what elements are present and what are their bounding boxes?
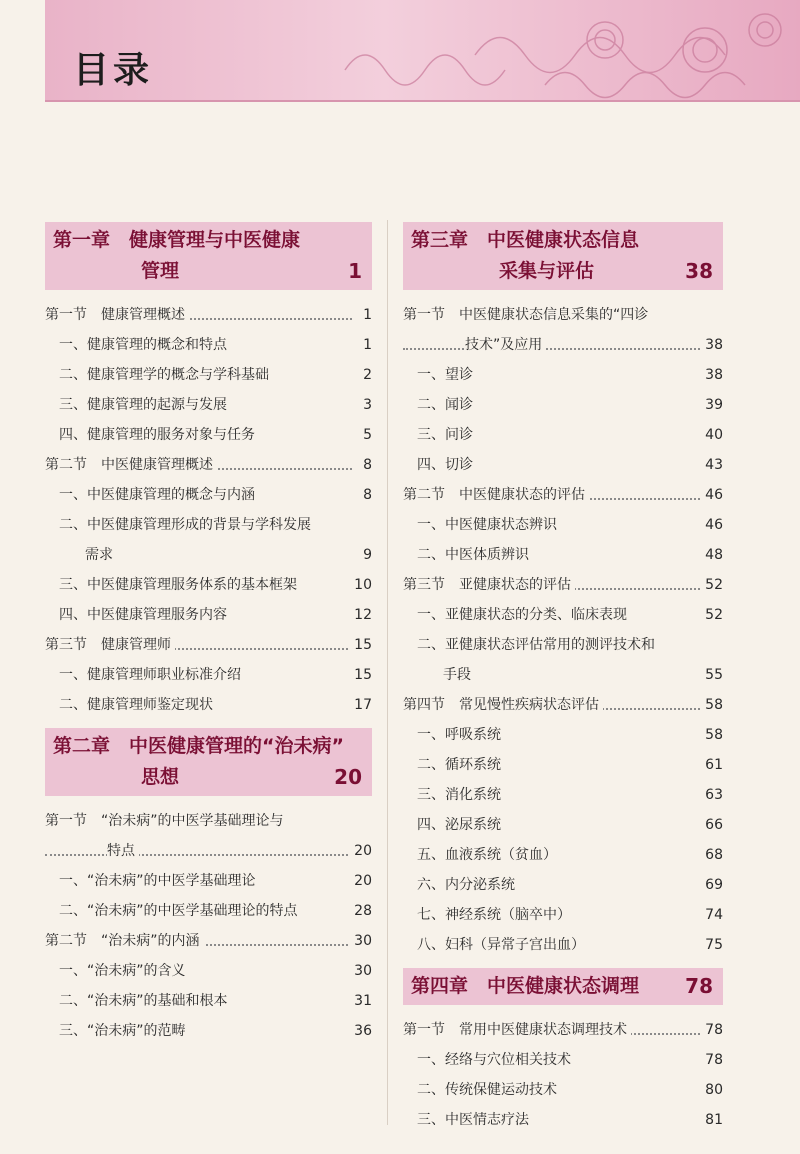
chapter-page: 78 bbox=[685, 974, 713, 998]
toc-item[interactable]: 三、“治未病”的范畴 36 bbox=[45, 1016, 372, 1046]
toc-section[interactable]: 第一节 常用中医健康状态调理技术 78 bbox=[403, 1015, 723, 1045]
toc-section-continuation[interactable]: 特点 20 bbox=[45, 836, 372, 866]
chapter-label: 第三章 bbox=[411, 229, 469, 251]
toc-section[interactable]: 第二节 中医健康管理概述 8 bbox=[45, 450, 372, 480]
chapter-title: 中医健康管理的“治未病” bbox=[129, 735, 345, 757]
toc-item[interactable]: 二、中医体质辨识 48 bbox=[403, 540, 723, 570]
chapter-title-line2: 思想 bbox=[141, 766, 180, 788]
toc-item[interactable]: 二、“治未病”的基础和根本 31 bbox=[45, 986, 372, 1016]
toc-item[interactable]: 二、健康管理师鉴定现状 17 bbox=[45, 690, 372, 720]
chapter-label: 第一章 bbox=[53, 229, 111, 251]
toc-item[interactable]: 一、中医健康管理的概念与内涵 8 bbox=[45, 480, 372, 510]
chapter-page: 20 bbox=[334, 765, 362, 789]
toc-item[interactable]: 一、亚健康状态的分类、临床表现 52 bbox=[403, 600, 723, 630]
chapter-page: 1 bbox=[348, 259, 362, 283]
toc-item[interactable]: 三、中医情志疗法 81 bbox=[403, 1105, 723, 1135]
chapter-3-heading[interactable] bbox=[403, 222, 723, 290]
chapter-title-line2: 管理 bbox=[141, 260, 180, 282]
toc-right-column bbox=[403, 222, 723, 1135]
toc-item[interactable]: 二、闻诊 39 bbox=[403, 390, 723, 420]
toc-item[interactable]: 二、亚健康状态评估常用的测评技术和 bbox=[403, 630, 723, 660]
header-banner bbox=[45, 0, 800, 102]
toc-section[interactable]: 第一节 健康管理概述 1 bbox=[45, 300, 372, 330]
toc-item[interactable]: 一、呼吸系统 58 bbox=[403, 720, 723, 750]
toc-item[interactable]: 三、中医健康管理服务体系的基本框架 10 bbox=[45, 570, 372, 600]
wave-pattern-decoration bbox=[45, 0, 800, 100]
toc-section[interactable]: 第三节 健康管理师 15 bbox=[45, 630, 372, 660]
toc-item[interactable]: 一、健康管理师职业标准介绍 15 bbox=[45, 660, 372, 690]
column-divider bbox=[387, 220, 388, 1125]
toc-section[interactable]: 第四节 常见慢性疾病状态评估 58 bbox=[403, 690, 723, 720]
toc-item[interactable]: 一、健康管理的概念和特点 1 bbox=[45, 330, 372, 360]
chapter-label: 第四章 bbox=[411, 975, 469, 997]
toc-section[interactable]: 第三节 亚健康状态的评估 52 bbox=[403, 570, 723, 600]
toc-item[interactable]: 二、健康管理学的概念与学科基础 2 bbox=[45, 360, 372, 390]
toc-item[interactable]: 二、传统保健运动技术 80 bbox=[403, 1075, 723, 1105]
toc-item[interactable]: 八、妇科（异常子宫出血） 75 bbox=[403, 930, 723, 960]
toc-item[interactable]: 一、“治未病”的中医学基础理论 20 bbox=[45, 866, 372, 896]
toc-left-column bbox=[45, 222, 372, 1046]
toc-item[interactable]: 一、中医健康状态辨识 46 bbox=[403, 510, 723, 540]
chapter-1-heading[interactable] bbox=[45, 222, 372, 290]
toc-item[interactable]: 七、神经系统（脑卒中） 74 bbox=[403, 900, 723, 930]
toc-item[interactable]: 一、望诊 38 bbox=[403, 360, 723, 390]
toc-item-continuation[interactable]: 需求 9 bbox=[45, 540, 372, 570]
toc-item[interactable]: 四、泌尿系统 66 bbox=[403, 810, 723, 840]
toc-item[interactable]: 一、“治未病”的含义 30 bbox=[45, 956, 372, 986]
toc-item[interactable]: 四、中医健康管理服务内容 12 bbox=[45, 600, 372, 630]
toc-item[interactable]: 三、问诊 40 bbox=[403, 420, 723, 450]
toc-item[interactable]: 三、健康管理的起源与发展 3 bbox=[45, 390, 372, 420]
toc-section-continuation[interactable]: 技术”及应用 38 bbox=[403, 330, 723, 360]
toc-item[interactable]: 二、中医健康管理形成的背景与学科发展 bbox=[45, 510, 372, 540]
toc-section[interactable]: 第二节 “治未病”的内涵 30 bbox=[45, 926, 372, 956]
toc-item[interactable]: 三、消化系统 63 bbox=[403, 780, 723, 810]
toc-item-continuation[interactable]: 手段 55 bbox=[403, 660, 723, 690]
toc-item[interactable]: 四、健康管理的服务对象与任务 5 bbox=[45, 420, 372, 450]
chapter-title: 健康管理与中医健康 bbox=[129, 229, 301, 251]
chapter-4-heading[interactable] bbox=[403, 968, 723, 1005]
toc-item[interactable]: 六、内分泌系统 69 bbox=[403, 870, 723, 900]
toc-item[interactable]: 二、“治未病”的中医学基础理论的特点 28 bbox=[45, 896, 372, 926]
chapter-title-line2: 采集与评估 bbox=[499, 260, 595, 282]
page-title: 目录 bbox=[73, 50, 154, 91]
chapter-page: 38 bbox=[685, 259, 713, 283]
toc-section[interactable]: 第二节 中医健康状态的评估 46 bbox=[403, 480, 723, 510]
chapter-2-heading[interactable] bbox=[45, 728, 372, 796]
toc-section[interactable]: 第一节 中医健康状态信息采集的“四诊 bbox=[403, 300, 723, 330]
toc-section[interactable]: 第一节 “治未病”的中医学基础理论与 bbox=[45, 806, 372, 836]
toc-item[interactable]: 五、血液系统（贫血） 68 bbox=[403, 840, 723, 870]
chapter-label: 第二章 bbox=[53, 735, 111, 757]
toc-item[interactable]: 四、切诊 43 bbox=[403, 450, 723, 480]
chapter-title: 中医健康状态信息 bbox=[487, 229, 640, 251]
chapter-title: 中医健康状态调理 bbox=[487, 975, 640, 997]
toc-item[interactable]: 二、循环系统 61 bbox=[403, 750, 723, 780]
toc-item[interactable]: 一、经络与穴位相关技术 78 bbox=[403, 1045, 723, 1075]
